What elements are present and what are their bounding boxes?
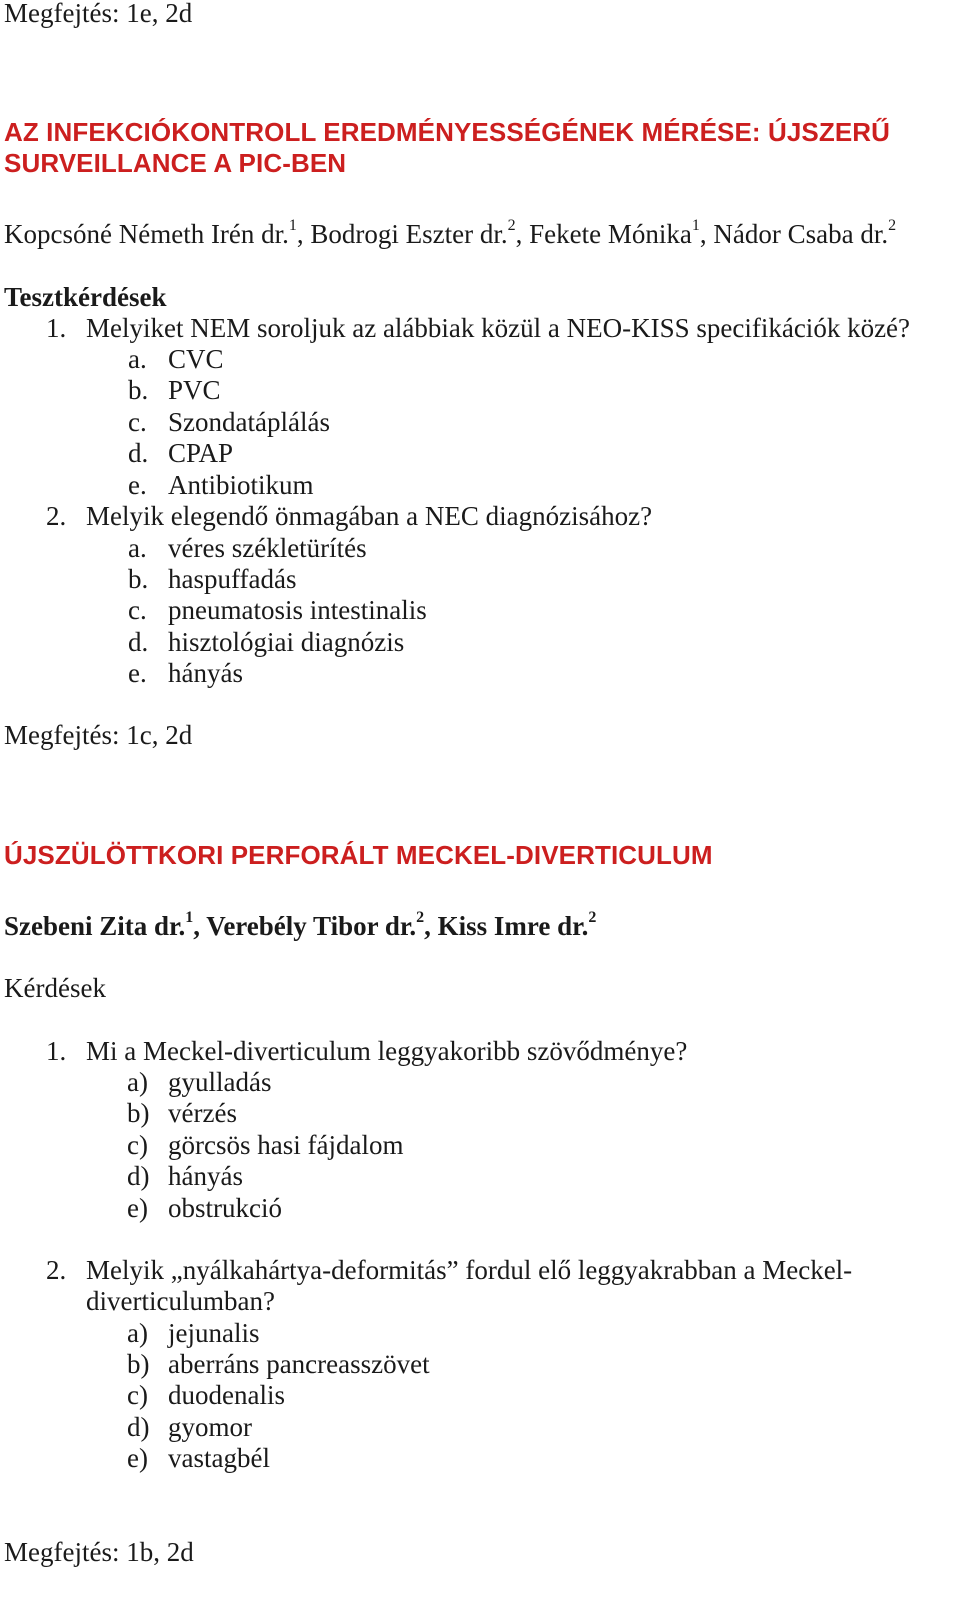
option-letter: a. [128, 533, 147, 563]
author-name: Verebély Tibor dr. [206, 911, 417, 941]
option-text: PVC [168, 375, 221, 405]
author-name: Kiss Imre dr. [437, 911, 589, 941]
section1-title-line2: SURVEILLANCE A PIC-BEN [4, 148, 347, 178]
author-affiliation: 1 [691, 217, 700, 234]
author-affiliation: 2 [888, 217, 897, 234]
section1-answer: Megfejtés: 1c, 2d [4, 720, 193, 750]
option-letter: d. [128, 627, 149, 657]
option-text: vastagbél [168, 1443, 270, 1473]
section2-answer: Megfejtés: 1b, 2d [4, 1537, 194, 1567]
option-text: hányás [168, 1161, 243, 1191]
author-name: Nádor Csaba dr. [713, 219, 889, 249]
option-text: gyulladás [168, 1067, 272, 1097]
option-letter: d) [127, 1161, 150, 1191]
author-separator: , [515, 219, 530, 249]
option-text: hisztológiai diagnózis [168, 627, 405, 657]
author-separator: , [424, 911, 438, 941]
option-text: vérzés [168, 1098, 237, 1128]
author-affiliation: 2 [588, 909, 597, 926]
option-text: pneumatosis intestinalis [168, 595, 427, 625]
author-affiliation: 2 [416, 909, 425, 926]
option-letter: d) [127, 1412, 150, 1442]
section2-subheading: Kérdések [4, 973, 106, 1003]
section2-authors [4, 909, 597, 941]
previous-answer: Megfejtés: 1e, 2d [4, 0, 193, 28]
option-letter: a. [128, 344, 147, 374]
option-text: Szondatáplálás [168, 407, 330, 437]
question-number: 1. [46, 1036, 67, 1066]
option-letter: b. [128, 564, 149, 594]
option-letter: e) [127, 1443, 148, 1473]
option-letter: e. [128, 470, 147, 500]
option-letter: e. [128, 658, 147, 688]
option-letter: c. [128, 595, 147, 625]
option-text: hányás [168, 658, 243, 688]
author-separator: , [296, 219, 311, 249]
option-text: obstrukció [168, 1193, 282, 1223]
section2-title: ÚJSZÜLÖTTKORI PERFORÁLT MECKEL-DIVERTICULUM [4, 840, 713, 870]
author-name: Szebeni Zita dr. [4, 911, 186, 941]
section1-authors [4, 217, 897, 249]
option-letter: b) [127, 1098, 150, 1128]
section1-title-line1: AZ INFEKCIÓKONTROLL EREDMÉNYESSÉGÉNEK MÉRÉSE: ÚJSZERŰ [4, 117, 891, 147]
option-text: görcsös hasi fájdalom [168, 1130, 404, 1160]
author-affiliation: 2 [507, 217, 516, 234]
question-text: Melyik elegendő önmagában a NEC diagnózisához? [86, 501, 653, 531]
question-text-line1: Melyik „nyálkahártya-deformitás” fordul elő leggyakrabban a Meckel- [86, 1255, 853, 1285]
option-letter: e) [127, 1193, 148, 1223]
option-text: CPAP [168, 438, 234, 468]
section1-subheading: Tesztkérdések [4, 282, 167, 312]
author-affiliation: 1 [185, 909, 194, 926]
question-number: 2. [46, 501, 67, 531]
option-text: duodenalis [168, 1380, 285, 1410]
question-text: Melyiket NEM soroljuk az alábbiak közül a NEO-KISS specifikációk közé? [86, 313, 911, 343]
author-name: Kopcsóné Németh Irén dr. [4, 219, 289, 249]
author-affiliation: 1 [288, 217, 297, 234]
option-letter: a) [127, 1067, 148, 1097]
question-number: 2. [46, 1255, 67, 1285]
option-letter: b. [128, 375, 149, 405]
option-letter: a) [127, 1318, 148, 1348]
option-letter: c) [127, 1130, 148, 1160]
option-text: véres székletürítés [168, 533, 367, 563]
author-name: Bodrogi Eszter dr. [310, 219, 508, 249]
option-letter: c) [127, 1380, 148, 1410]
question-number: 1. [46, 313, 67, 343]
option-letter: c. [128, 407, 147, 437]
option-letter: d. [128, 438, 149, 468]
question-text: Mi a Meckel-diverticulum leggyakoribb szövődménye? [86, 1036, 688, 1066]
author-name: Fekete Mónika [529, 219, 692, 249]
option-text: CVC [168, 344, 224, 374]
option-text: gyomor [168, 1412, 252, 1442]
question-text-line2: diverticulumban? [86, 1286, 275, 1316]
option-letter: b) [127, 1349, 150, 1379]
author-separator: , [699, 219, 714, 249]
option-text: haspuffadás [168, 564, 297, 594]
author-separator: , [193, 911, 207, 941]
option-text: aberráns pancreasszövet [168, 1349, 430, 1379]
option-text: jejunalis [168, 1318, 260, 1348]
option-text: Antibiotikum [168, 470, 314, 500]
